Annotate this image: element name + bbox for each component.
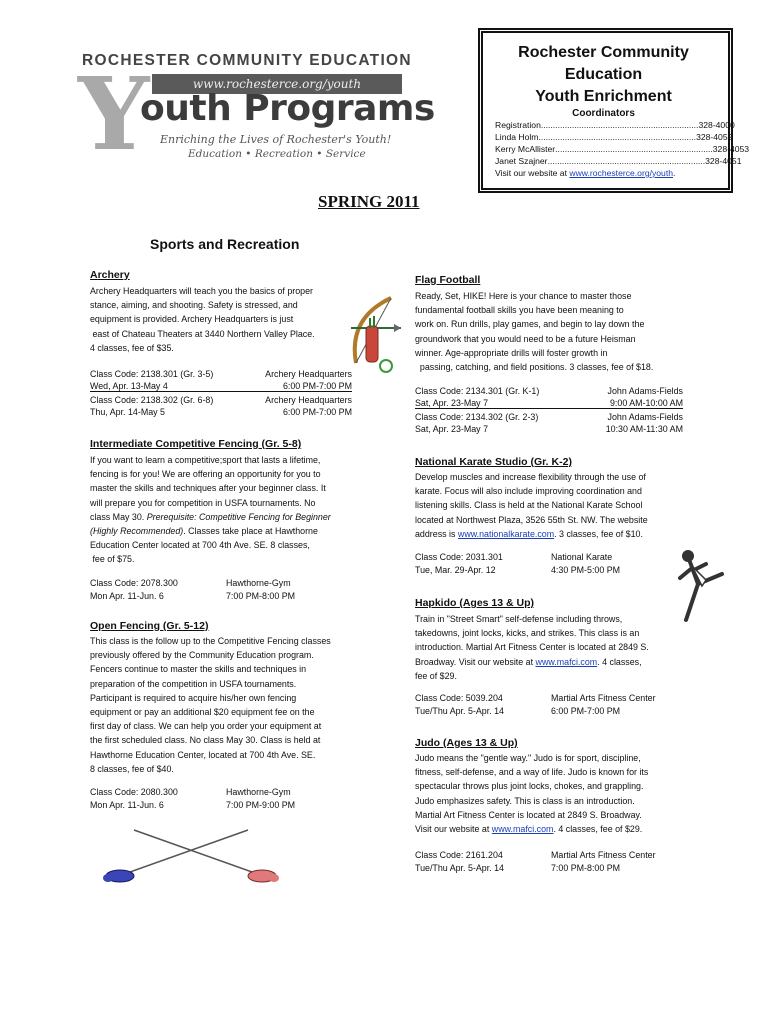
intermediate-fencing-class: Class Code: 2078.300 Hawthorne-Gym Mon Apr. 11-Jun. 6 7:00 PM-8:00 PM — [90, 578, 296, 601]
archery-title: Archery — [90, 269, 130, 281]
hapkido-class: Class Code: 5039.204 Martial Arts Fitness Center Tue/Thu Apr. 5-Apr. 14 6:00 PM-7:00 PM — [415, 693, 656, 716]
logo-org-name: ROCHESTER COMMUNITY EDUCATION — [82, 52, 412, 69]
karate-description: Develop muscles and increase flexibility through the use of karate. Focus will also include improving coordination and listening skills. Class is held at the National Karate School located at Northwest Plaza, 3526 55th St. NW. The website address is www.nationalkarate.com. 3 classes, fee of $10. — [415, 472, 648, 539]
section-title: Sports and Recreation — [150, 236, 300, 252]
archery-bow-icon — [346, 288, 406, 378]
karate-website-link[interactable]: www.nationalkarate.com — [457, 528, 555, 539]
karate-kicker-icon — [676, 544, 726, 624]
coordinators-title: Rochester Community Education Youth Enrichment — [518, 44, 689, 105]
judo-description: Judo means the "gentle way." Judo is for sport, discipline, fitness, self-defense, and a way of life. Judo is known for its spectacular throws plus joint locks, chokes, and grappling. Judo emphasizes safety. This is class is an introduction. Martial Art Fitness Center is located at 2849 S. Broadway. Visit our website at www.mafci.com. 4 classes, fee of $29. — [415, 753, 649, 835]
logo-pillars: Education • Recreation • Service — [188, 148, 366, 160]
coordinator-row: Linda Holm .................................................................. 328-4052 — [495, 132, 733, 142]
karate-class: Class Code: 2031.301 National Karate Tue, Mar. 29-Apr. 12 4:30 PM-5:00 PM — [415, 552, 621, 575]
coordinators-website: Visit our website at www.rochesterce.org/youth. — [495, 168, 676, 178]
archery-class-1: Class Code: 2138.301 (Gr. 3-5) Archery Headquarters Wed, Apr. 13-May 4 6:00 PM-7:00 PM Class Code: 2138.302 (Gr. 6-8) Archery Headquarters Thu, Apr. 14-May 5 6:00 PM-7:00 PM — [90, 369, 352, 417]
hapkido-description: Train in "Street Smart" self-defense including throws, takedowns, joint locks, kicks, and strikes. This class is an introduction. Martial Art Fitness Center is located at 2849 S. Broadway. Visit our website at www.mafci.com. 4 classes, fee of $29. — [415, 614, 649, 681]
crossed-fencing-swords-icon — [98, 822, 284, 892]
coordinator-row: Kerry McAllister .................................................................. 328-4053 — [495, 144, 750, 154]
open-fencing-description: This class is the follow up to the Competitive Fencing classes previously offered by the Community Education program. Fencers continue to master the skills and techniques in preparation of the competition in USFA tournaments. Participant is required to acquire his/her own fencing equipment or pay an additional $20 equipment fee on the first day of class. We can help you order your equipment at the first scheduled class. No class May 30. Class is held at Hawthorne Education Center, located at 700 4th Ave. SE. 8 classes, fee of $40. — [90, 636, 331, 774]
flag-football-description: Ready, Set, HIKE! Here is your chance to master those fundamental football skills you have been meaning to work on. Run drills, play games, and begin to lay down the groundwork that you would need to be a future Heisman winner. Age-appropriate drills will foster growth in passing, catching, and field positions. 3 classes, fee of $18. — [415, 291, 654, 373]
logo-url-banner: www.rochesterce.org/youth — [152, 74, 402, 94]
hapkido-title: Hapkido (Ages 13 & Up) — [415, 597, 535, 609]
judo-website-link[interactable]: www.mafci.com — [491, 824, 554, 835]
open-fencing-class: Class Code: 2080.300 Hawthorne-Gym Mon Apr. 11-Jun. 6 7:00 PM-9:00 PM — [90, 787, 296, 810]
season-title: SPRING 2011 — [318, 192, 420, 211]
flag-football-title: Flag Football — [415, 274, 481, 286]
coordinator-row: Registration .................................................................. 328-4000 — [495, 120, 735, 130]
logo-title: outh Programs — [140, 88, 435, 129]
open-fencing-title: Open Fencing (Gr. 5-12) — [90, 620, 209, 632]
intermediate-fencing-description: If you want to learn a competitive;sport that lasts a lifetime, fencing is for you! We are offering an opportunity for you to master the skills and techniques after your beginner class. It will prepare you for competition in USFA tournaments. No class May 30. Prerequisite: Competitive Fencing for Beginner (Highly Recommended). Classes take place at Hawthorne Education Center located at 700 4th Ave. SE. 8 classes, fee of $75. — [90, 455, 331, 565]
coordinators-subtitle: Coordinators — [572, 108, 635, 119]
archery-description: Archery Headquarters will teach you the basics of proper stance, aiming, and shooting. Safety is stressed, and equipment is provided. Archery Headquarters is just east of Chateau Theaters at 3440 Northern Valley Place. 4 classes, fee of $35. — [90, 286, 315, 353]
intermediate-fencing-title: Intermediate Competitive Fencing (Gr. 5-8) — [90, 438, 302, 450]
hapkido-website-link[interactable]: www.mafci.com — [535, 656, 598, 667]
youth-website-link[interactable]: www.rochesterce.org/youth — [569, 168, 674, 178]
coordinator-row: Janet Szajner .................................................................. 328-4051 — [495, 156, 742, 166]
logo-tagline: Enriching the Lives of Rochester's Youth! — [160, 133, 392, 146]
judo-title: Judo (Ages 13 & Up) — [415, 737, 518, 749]
logo-letter-y: Y — [78, 55, 150, 173]
flag-football-classes: Class Code: 2134.301 (Gr. K-1) John Adams-Fields Sat, Apr. 23-May 7 9:00 AM-10:00 AM Class Code: 2134.302 (Gr. 2-3) John Adams-Fields Sat, Apr. 23-May 7 10:30 AM-11:30 AM — [415, 386, 683, 434]
karate-title: National Karate Studio (Gr. K-2) — [415, 456, 572, 468]
judo-class: Class Code: 2161.204 Martial Arts Fitness Center Tue/Thu Apr. 5-Apr. 14 7:00 PM-8:00 PM — [415, 850, 656, 873]
